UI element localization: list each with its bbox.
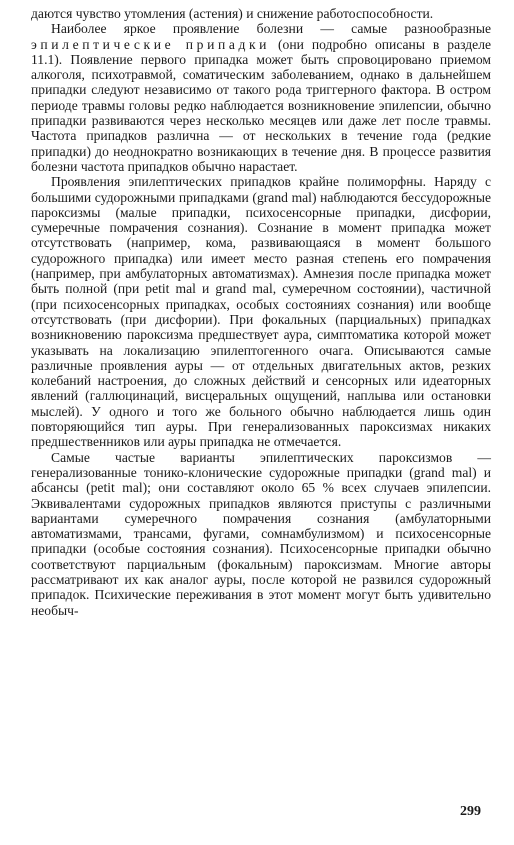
paragraph-1 (31, 6, 491, 21)
paragraph-3-text: Проявления эпилептических припадков крайне полиморфны. Наряду с большими судорожными припадками (grand mal) наблюдаются бессудорожные пароксизмы (малые припадки, психосенсорные припадки, дисфории, сумеречные помрачения сознания). Сознание в момент припадка может отсутствовать (например, кома, развивающаяся в момент большого судорожного припадка) или имеет место разная степень его помрачения (например, при амбулаторных автоматизмах). Амнезия после припадка может быть полной (при petit mal и grand mal, сумеречном состоянии), частичной (при психосенсорных припадках, особых состояниях сознания) или вообще отсутствовать (при дисфории). При фокальных (парциальных) припадках возникновению пароксизма предшествует аура, симптоматика которой может указывать на локализацию эпилептогенного очага. Описываются самые различные проявления ауры — от отдельных двигательных актов, резких колебаний настроения, до сложных действий и сенсорных или идеаторных явлений (галлюцинаций, висцеральных ощущений, наплыва или остановки мыслей). У одного и того же больного обычно наблюдается лишь один повторяющийся тип ауры. При генерализованных пароксизмах никаких предшественников или ауры припадка не отмечается. (31, 174, 491, 450)
paragraph-3 (31, 174, 491, 449)
page-body (31, 6, 491, 618)
paragraph-4 (31, 450, 491, 618)
page-number: 299 (460, 804, 481, 819)
paragraph-2-text-b: (они подробно описаны в разделе 11.1). Появление первого припадка может быть спровоцировано приемом алкоголя, психотравмой, соматическим заболеванием, однако в дальнейшем припадки следуют независимо от такого рода триггерного фактора. В остром периоде травмы головы редко наблюдается возникновение эпилепсии, обычно припадки развиваются через несколько месяцев или даже лет после травмы. Частота припадков различна — от нескольких в течение года (редкие припадки) до неоднократно возникающих в течение дня. В процессе развития болезни частота припадков обычно нарастает. (31, 36, 492, 174)
paragraph-4-text: Самые частые варианты эпилептических пароксизмов — генерализованные тонико-клонические судорожные припадки (grand mal) и абсансы (petit mal); они составляют около 65 % всех случаев эпилепсии. Эквивалентами судорожных припадков являются приступы с различными вариантами сумеречного помрачения сознания (амбулаторными автоматизмами, трансами, фугами, сомнамбулизмом) и психосенсорные припадки (особые состояния сознания). Психосенсорные припадки обычно соответствуют парциальным (фокальным) пароксизмам. Многие авторы рассматривают их как аналог ауры, после которой не развился судорожный припадок. Психические переживания в этот момент могут быть удивительно необыч- (31, 449, 491, 618)
paragraph-2 (31, 21, 491, 174)
paragraph-2-text-a: Наиболее яркое проявление болезни — самые разнообразные (51, 21, 491, 37)
emphasized-term: эпилептические припадки (31, 36, 271, 52)
paragraph-1-text: даются чувство утомления (астения) и снижение работоспособности. (31, 6, 434, 21)
